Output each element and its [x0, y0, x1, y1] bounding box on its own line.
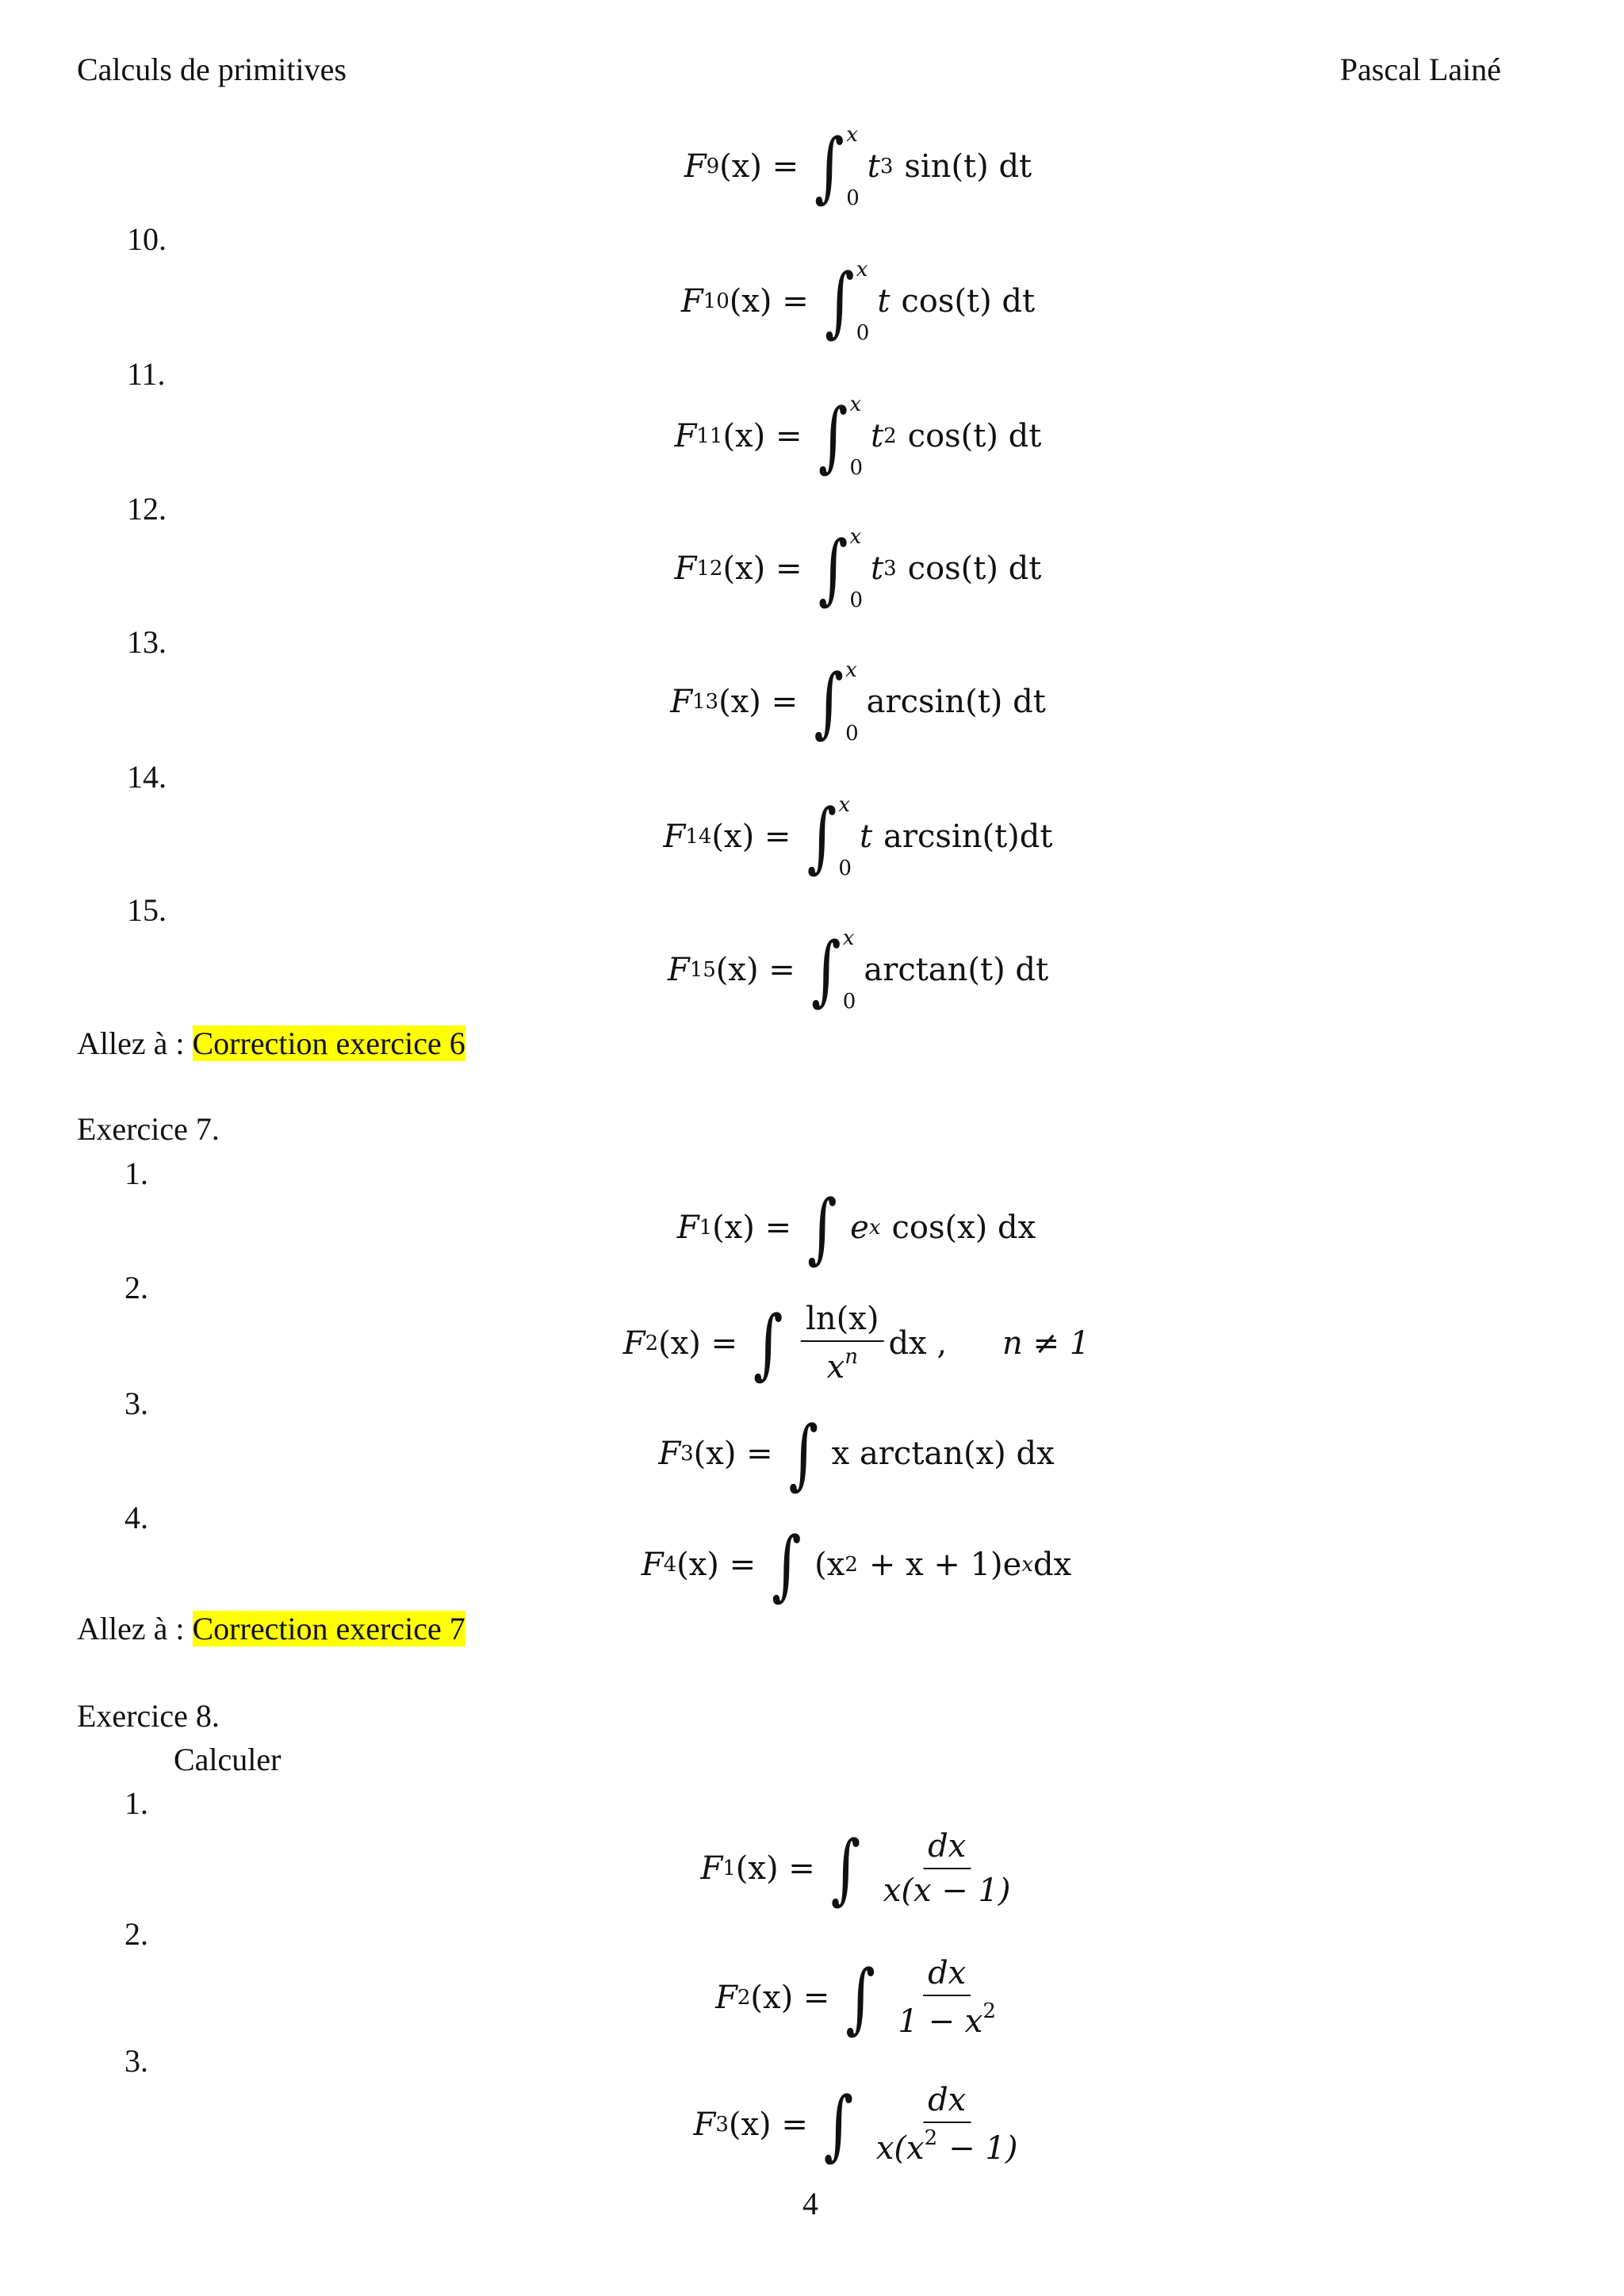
equation-ex6-f15: F 15 (x) = ∫ x 0 arctan(t) dt — [667, 926, 1049, 1014]
equation-ex6-f11: F 11 (x) = ∫ x 0 t 2 cos(t) dt — [674, 392, 1042, 481]
equation-ex6-f9: F 9 (x) = ∫ x 0 t 3 sin(t) dt — [684, 122, 1032, 211]
ex6-item-number: 11. — [127, 356, 166, 392]
equation-ex6-f12: F 12 (x) = ∫ x 0 t 3 cos(t) dt — [674, 524, 1042, 613]
header-author: Pascal Lainé — [1339, 52, 1501, 87]
ex6-item-number: 13. — [127, 624, 167, 660]
ex7-item-number: 4. — [124, 1500, 148, 1535]
ex7-item-number: 3. — [124, 1386, 148, 1421]
goto-correction-7 — [77, 1610, 465, 1647]
equation-ex7-f4: F 4 (x) = ∫ (x 2 + x + 1)e x dx — [641, 1520, 1072, 1609]
page-number: 4 — [802, 2186, 818, 2221]
ex7-item-number: 1. — [124, 1156, 148, 1191]
ex8-item-number: 2. — [124, 1916, 148, 1952]
equation-ex7-f3: F 3 (x) = ∫ x arctan(x) dx — [658, 1409, 1055, 1498]
ex6-item-number: 14. — [127, 759, 167, 795]
ex8-item-number: 1. — [124, 1785, 148, 1821]
goto-prefix: Allez à : — [77, 1611, 193, 1646]
ex6-item-number: 12. — [127, 491, 167, 527]
goto-prefix: Allez à : — [77, 1025, 193, 1061]
correction-6-link[interactable]: Correction exercice 6 — [192, 1025, 465, 1061]
exercise-8-title: Exercice 8. — [77, 1698, 220, 1734]
equation-ex6-f10: F 10 (x) = ∫ x 0 t cos(t) dt — [680, 257, 1036, 346]
ex8-item-number: 3. — [124, 2043, 148, 2079]
equation-ex8-f1: F 1 (x) = ∫ $\frac{dx}{x(x - 1)}$ — [700, 1824, 1011, 1913]
ex7-item-number: 2. — [124, 1270, 148, 1305]
ex6-item-number: 15. — [127, 892, 167, 928]
goto-correction-6 — [77, 1025, 465, 1062]
equation-ex6-f13: F 13 (x) = ∫ x 0 arcsin(t) dt — [670, 657, 1046, 746]
correction-7-link[interactable]: Correction exercice 7 — [192, 1611, 465, 1646]
equation-ex7-f2: F 2 (x) = ∫ $\frac{\ln(x)}{x^n}$ dx , n ≠ 1 — [622, 1298, 1090, 1388]
ex6-item-number: 10. — [127, 221, 167, 257]
equation-ex8-f2: F 2 (x) = ∫ $\frac{dx}{1 - x^2}$ — [715, 1953, 996, 2042]
equation-ex8-f3: F 3 (x) = ∫ $\frac{dx}{x(x^2 - 1)}$ — [693, 2079, 1018, 2169]
exercise-8-subtitle: Calculer — [174, 1742, 282, 1777]
equation-ex7-f1: F 1 (x) = ∫ e x cos(x) dx — [676, 1183, 1036, 1272]
exercise-7-title: Exercice 7. — [77, 1111, 220, 1147]
equation-ex6-f14: F 14 (x) = ∫ x 0 t arcsin(t)dt — [663, 792, 1053, 881]
header-title: Calculs de primitives — [77, 52, 347, 87]
